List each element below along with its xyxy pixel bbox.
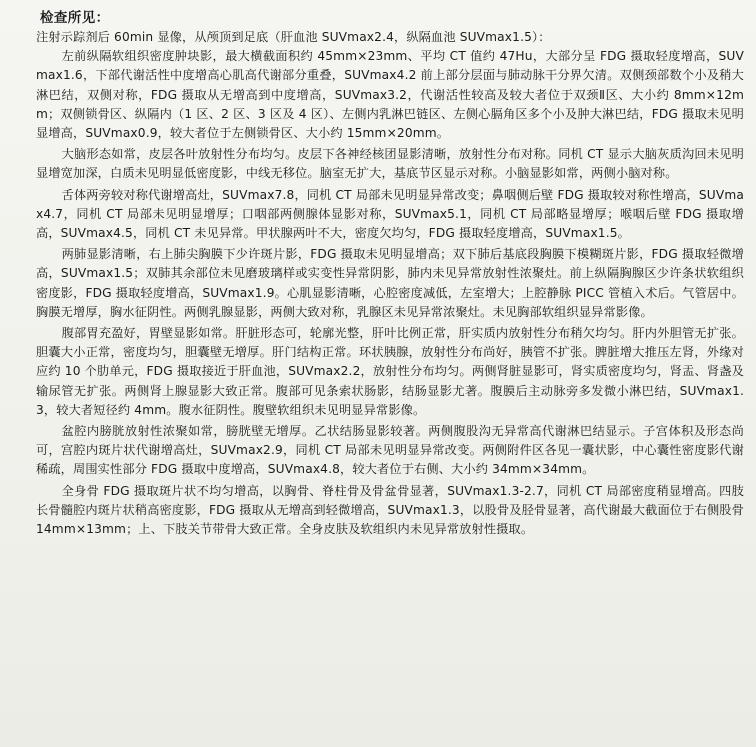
pelvis-paragraph: 盆腔内膀胱放射性浓聚如常，膀胱壁无增厚。乙状结肠显影较著。两侧腹股沟无异常高代谢淋巴结显示。子宫体积及形态尚可，宫腔内斑片状代谢增高灶，SUVmax2.9，同机 CT 局部未见明显异常改变。两侧附件区各见一囊状影，中心囊性密度影代谢稀疏，周围实性部分 FDG 摄取中度增高，SUVmax4.8，较大者位于右侧、大小约 34mm×34mm。	[36, 424, 744, 477]
findings-heading: 检查所见：	[40, 10, 110, 26]
intro-paragraph: 注射示踪剂后 60min 显像，从颅顶到足底（肝血池 SUVmax2.4，纵隔血池 SUVmax1.5）：	[36, 30, 551, 44]
brain-paragraph: 大脑形态如常，皮层各叶放射性分布均匀。皮层下各神经核团显影清晰，放射性分布对称。同机 CT 显示大脑灰质沟回未见明显增宽加深，白质未见明显低密度影，中线无移位。脑室无扩大，基底节区显示对称。小脑显影如常，两侧小脑对称。	[36, 147, 744, 181]
mediastinum-lymph-paragraph: 左前纵隔软组织密度肿块影，最大横截面积约 45mm×23mm、平均 CT 值约 47Hu，大部分呈 FDG 摄取轻度增高，SUVmax1.6，下部代谢活性中度增高心肌高代谢部分重叠，SUVmax4.2 前上部分层面与肺动脉干分界欠清。双侧颈部数个小及稍大淋巴结，双侧对称，FDG 摄取从无增高到中度增高，SUVmax3.2，代谢活性较高及较大者位于双颈Ⅱ区、大小约 8mm×12mm；双侧锁骨区、纵隔内（1 区、2 区、3 区及 4 区）、左侧内乳淋巴链区、左侧心膈角区多个小及肿大淋巴结，FDG 摄取未见明显增高，SUVmax0.9，较大者位于左侧锁骨区、大小约 15mm×20mm。	[36, 49, 744, 141]
chest-paragraph: 两肺显影清晰，右上肺尖胸膜下少许斑片影，FDG 摄取未见明显增高；双下肺后基底段胸膜下模糊斑片影，FDG 摄取轻微增高，SUVmax1.5；双肺其余部位未见磨玻璃样或实变性异常阴影，肺内未见异常放射性浓聚灶。前上纵隔胸腺区少许条状软组织密度影，FDG 摄取轻度增高，SUVmax1.9。心肌显影清晰，心腔密度减低，左室增大；上腔静脉 PICC 管植入术后。气管居中。胸膜无增厚，胸水征阴性。两侧乳腺显影，两侧大致对称，乳腺区未见异常浓聚灶。未见胸部软组织显异常影像。	[36, 247, 744, 319]
abdomen-paragraph: 腹部胃充盈好，胃壁显影如常。肝脏形态可，轮廓光整，肝叶比例正常，肝实质内放射性分布稍欠均匀。肝内外胆管无扩张。胆囊大小正常，密度均匀，胆囊壁无增厚。肝门结构正常。环状胰腺，放射性分布尚好，胰管不扩张。脾脏增大推压左肾，外缘对应约 10 个肋单元，FDG 摄取接近于肝血池，SUVmax2.2，放射性分布均匀。两侧肾脏显影可，肾实质密度均匀，肾盂、肾盏及输尿管无扩张。两侧肾上腺显影大致正常。腹部可见条索状肠影，结肠显影尤著。腹膜后主动脉旁多发微小淋巴结，SUVmax1.3，较大者短径约 4mm。腹水征阴性。腹壁软组织未见明显异常影像。	[36, 326, 744, 417]
head-neck-paragraph: 舌体两旁较对称代谢增高灶，SUVmax7.8，同机 CT 局部未见明显异常改变；鼻咽侧后壁 FDG 摄取较对称性增高，SUVmax4.7，同机 CT 局部未见明显增厚；口咽部两侧腺体显影对称，SUVmax5.1，同机 CT 局部略显增厚；喉咽后壁 FDG 摄取增高，SUVmax4.5，同机 CT 未见异常。甲状腺两叶不大，密度欠均匀，FDG 摄取轻度增高，SUVmax1.5。	[36, 187, 744, 241]
bone-paragraph: 全身骨 FDG 摄取斑片状不均匀增高，以胸骨、脊柱骨及骨盆骨显著，SUVmax1.3-2.7，同机 CT 局部密度稍显增高。四肢长骨髓腔内斑片状稍高密度影，FDG 摄取从无增高到轻微增高，SUVmax1.3，以股骨及胫骨显著，高代谢最大截面位于右侧股骨 14mm×13mm；上、下肢关节带骨大致正常。全身皮肤及软组织内未见异常放射性摄取。	[36, 483, 744, 537]
